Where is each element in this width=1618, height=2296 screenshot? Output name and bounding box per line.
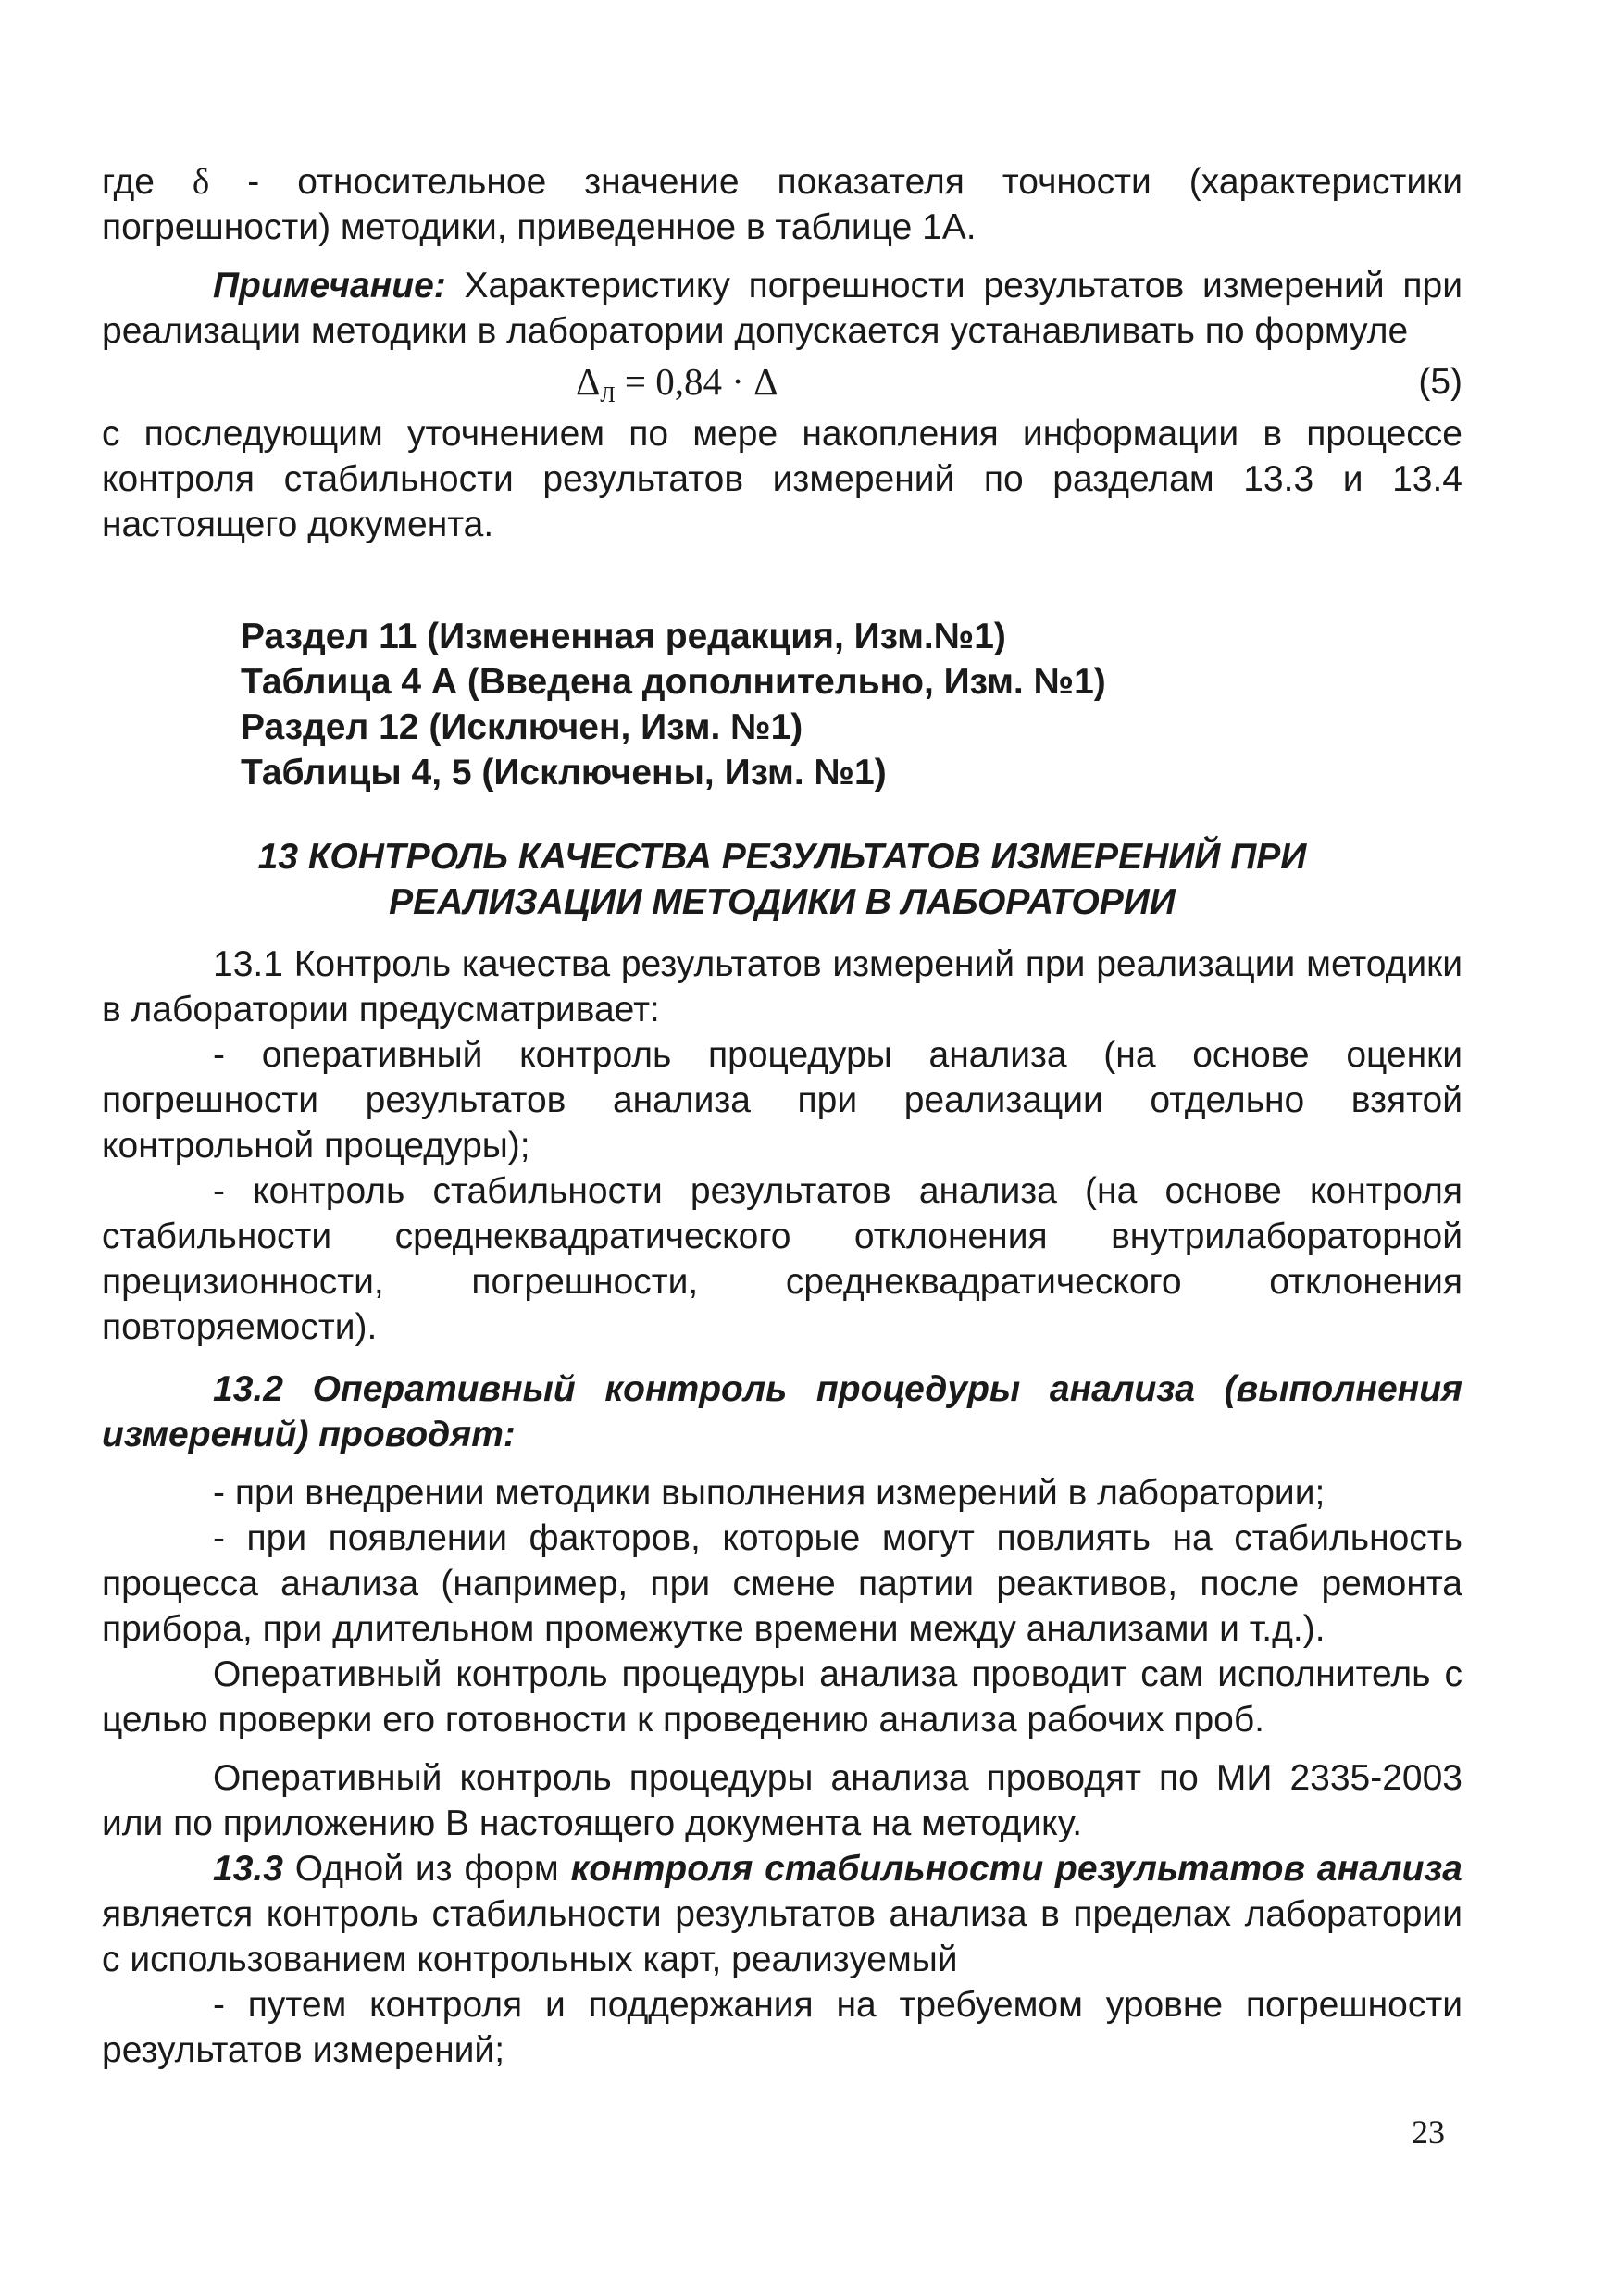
formula-subscript: Л	[600, 383, 616, 407]
paragraph-executor: Оперативный контроль процедуры анализа проводит сам исполнитель с целью проверки его готовности к проведению анализа рабочих проб.	[102, 1654, 1462, 1740]
change-item: Таблицы 4, 5 (Исключены, Изм. №1)	[241, 753, 887, 792]
change-item: Раздел 11 (Измененная редакция, Изм.№1)	[241, 617, 1006, 656]
delta-symbol: δ	[192, 162, 210, 202]
section-13-title-text: КОНТРОЛЬ КАЧЕСТВА РЕЗУЛЬТАТОВ ИЗМЕРЕНИЙ ПРИ	[298, 837, 1307, 877]
bullet-stability-control: - контроль стабильности результатов анализа (на основе контроля стабильности среднеквадратического отклонения внутрилабораторной прецизионности, погрешности, среднеквадратического отклонения повторяемости).	[102, 1171, 1462, 1347]
note-label: Примечание:	[213, 266, 446, 306]
paragraph-13-3	[102, 1846, 1462, 1982]
page-number: 23	[1412, 2114, 1445, 2151]
section-13-title-line2: РЕАЛИЗАЦИИ МЕТОДИКИ В ЛАБОРАТОРИИ	[389, 882, 1176, 922]
paragraph-13-2-title: Оперативный контроль процедуры анализа (выполнения измерений) проводят:	[102, 1369, 1462, 1454]
paragraph-13-3-text1: Одной из форм	[282, 1849, 571, 1889]
intro-where-text: - относительное значение показателя точности (характеристики погрешности) методики, приведенное в таблице 1А.	[102, 162, 1462, 247]
paragraph-13-1: 13.1 Контроль качества результатов измерений при реализации методики в лаборатории предусматривает:	[102, 944, 1462, 1029]
bullet-implementation: - при внедрении методики выполнения измерений в лаборатории;	[213, 1473, 1326, 1513]
note-paragraph	[102, 263, 1462, 354]
change-item: Таблица 4 А (Введена дополнительно, Изм. №1)	[241, 662, 1106, 702]
paragraph-13-3-number: 13.3	[213, 1849, 283, 1889]
document-page	[102, 159, 1462, 2073]
section-13-heading	[102, 834, 1462, 925]
paragraph-13-2-number: 13.2	[213, 1369, 283, 1409]
formula-rhs: = 0,84 · Δ	[615, 360, 778, 403]
bullet-error-control: - путем контроля и поддержания на требуемом уровне погрешности результатов измерений;	[102, 1985, 1462, 2070]
section-13-number: 13	[257, 837, 299, 877]
after-formula-paragraph: с последующим уточнением по мере накопления информации в процессе контроля стабильности результатов измерений по разделам 13.3 и 13.4 настоящего документа.	[102, 414, 1462, 544]
formula-5	[576, 359, 778, 418]
formula-row	[102, 356, 1462, 411]
equation-number: (5)	[1418, 362, 1462, 402]
paragraph-13-3-text2: является контроль стабильности результатов анализа в пределах лаборатории с использованием контрольных карт, реализуемый	[102, 1894, 1462, 1979]
bullet-operative-control: - оперативный контроль процедуры анализа (на основе оценки погрешности результатов анализа при реализации отдельно взятой контрольной процедуры);	[102, 1035, 1462, 1166]
paragraph-13-2-heading	[102, 1366, 1462, 1457]
section-13-title-line1	[102, 834, 1462, 880]
bullet-factors: - при появлении факторов, которые могут повлиять на стабильность процесса анализа (например, при смене партии реактивов, после ремонта прибора, при длительном промежутке времени между анализами и т.д.).	[102, 1518, 1462, 1649]
note-text: Характеристику погрешности результатов измерений при реализации методики в лаборатории допускается устанавливать по формуле	[102, 266, 1462, 351]
paragraph-13-3-emphasis: контроля стабильности результатов анализа	[570, 1849, 1462, 1889]
intro-paragraph	[102, 159, 1462, 250]
intro-where-prefix: где	[102, 162, 193, 202]
formula-lhs-symbol: Δ	[576, 360, 601, 403]
paragraph-mi-2335: Оперативный контроль процедуры анализа проводят по МИ 2335-2003 или по приложению В настоящего документа на методику.	[102, 1758, 1462, 1843]
changes-list	[102, 614, 1462, 795]
change-item: Раздел 12 (Исключен, Изм. №1)	[241, 707, 803, 747]
